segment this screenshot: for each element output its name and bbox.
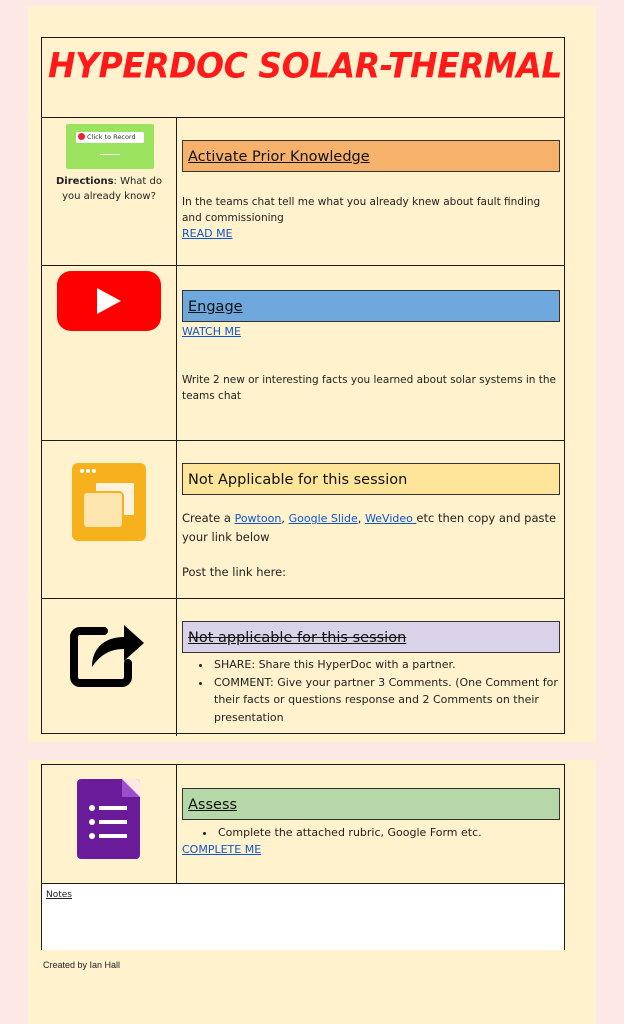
directions-body: : What do you already know? [62, 176, 162, 202]
share-bullet: • SHARE: Share this HyperDoc with a partner. [212, 656, 558, 674]
google-forms-icon[interactable] [77, 779, 140, 859]
assess-row [42, 765, 564, 883]
record-button-label: Click to Record [87, 133, 136, 141]
engage-right-cell [178, 266, 564, 441]
activate-body: In the teams chat tell me what you already knew about fault finding and commissioning [182, 196, 541, 224]
activate-row [42, 117, 564, 266]
assess-right-cell [178, 765, 564, 883]
youtube-play-icon[interactable] [57, 271, 161, 331]
powtoon-link[interactable]: Powtoon [234, 512, 282, 525]
engage-header: Engage [182, 290, 560, 322]
page-title: HYPERDOC SOLAR-THERMAL [48, 45, 562, 86]
read-me-link[interactable]: READ ME [182, 227, 233, 240]
assess-bullet: • Complete the attached rubric, Google Form etc. [216, 824, 558, 842]
share-arrow-icon[interactable] [70, 617, 148, 687]
engage-body: Write 2 new or interesting facts you learned about solar systems in the teams chat [182, 374, 557, 402]
create-row [42, 440, 564, 599]
page-2 [28, 760, 596, 1024]
post-link-text: Post the link here: [182, 565, 287, 579]
title-row [42, 38, 564, 117]
complete-me-link[interactable]: COMPLETE ME [182, 843, 262, 856]
create-body-prefix: Create a [182, 511, 231, 525]
arrow-icon [100, 154, 120, 155]
wevideo-link[interactable]: WeVideo [365, 512, 417, 525]
activate-left-cell [42, 118, 177, 266]
notes-label: Notes [46, 890, 72, 900]
create-left-cell [42, 441, 177, 599]
hyperdoc-table [41, 37, 565, 734]
engage-left-cell [42, 266, 177, 441]
activate-right-cell [178, 118, 564, 266]
share-right-cell [178, 599, 564, 736]
create-body: Create a Powtoon, Google Slide, WeVideo etc then copy and paste your link below [182, 511, 557, 544]
directions-text [46, 174, 172, 204]
notes-row [42, 883, 564, 950]
share-left-cell [42, 599, 177, 736]
activate-header: Activate Prior Knowledge [182, 140, 560, 172]
watch-me-link[interactable]: WATCH ME [182, 325, 241, 338]
create-body-suffix: etc then copy and paste your link below [182, 511, 557, 544]
record-icon [78, 133, 85, 140]
assess-left-cell [42, 765, 177, 883]
assess-bullet-list [182, 824, 558, 842]
page-1 [28, 6, 596, 742]
share-row [42, 598, 564, 736]
engage-row [42, 265, 564, 441]
footer-credit: Created by Ian Hall [43, 960, 121, 970]
share-bullet-list [182, 656, 558, 726]
create-header: Not Applicable for this session [182, 463, 560, 495]
directions-label: Directions [56, 176, 114, 187]
assess-table [41, 764, 565, 950]
google-slide-link[interactable]: Google Slide [288, 512, 358, 525]
click-to-record-button[interactable] [66, 124, 154, 169]
assess-header: Assess [182, 788, 560, 820]
comment-bullet: • COMMENT: Give your partner 3 Comments. (One Comment for their facts or questions response and 2 Comments on their presentation [212, 674, 558, 727]
google-slides-icon[interactable] [72, 463, 146, 541]
share-header: Not applicable for this session [182, 621, 560, 653]
create-right-cell [178, 441, 564, 599]
